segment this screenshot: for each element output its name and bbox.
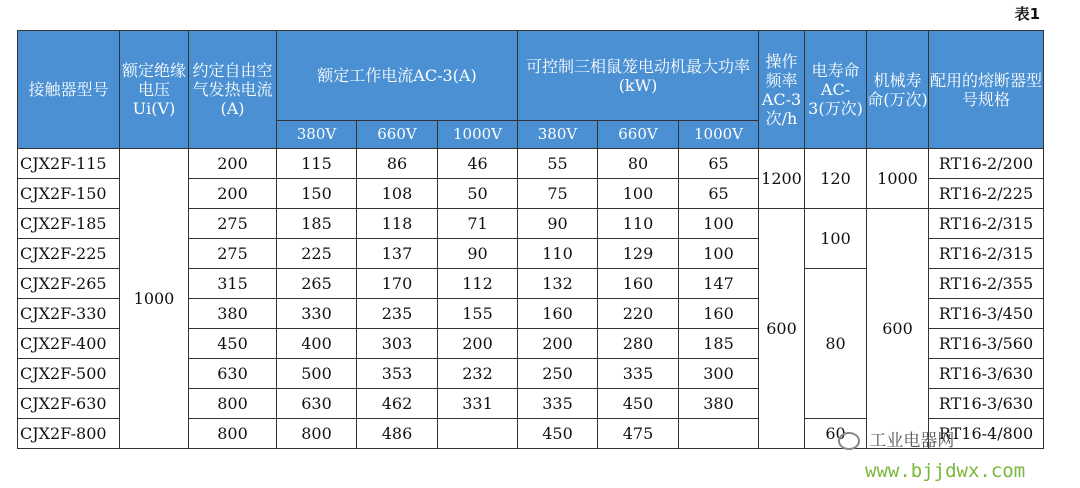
thermal-current-cell: 450: [189, 329, 277, 359]
header-current-1000v: 1000V: [438, 121, 518, 149]
header-max-power: 可控制三相鼠笼电动机最大功率(kW): [518, 31, 759, 121]
fuse-cell: RT16-2/225: [929, 179, 1044, 209]
power-1000v-cell: [679, 419, 759, 449]
contactor-spec-table: [17, 30, 1044, 449]
current-380v-cell: 800: [277, 419, 357, 449]
power-1000v-cell: 300: [679, 359, 759, 389]
current-1000v-cell: [438, 419, 518, 449]
power-660v-cell: 110: [598, 209, 679, 239]
header-power-660v: 660V: [598, 121, 679, 149]
thermal-current-cell: 380: [189, 299, 277, 329]
electrical-life-cell: 100: [805, 209, 867, 269]
power-380v-cell: 160: [518, 299, 598, 329]
power-660v-cell: 100: [598, 179, 679, 209]
power-380v-cell: 200: [518, 329, 598, 359]
power-660v-cell: 450: [598, 389, 679, 419]
table-row: [18, 149, 1044, 179]
fuse-cell: RT16-3/630: [929, 359, 1044, 389]
current-660v-cell: 86: [357, 149, 438, 179]
power-660v-cell: 160: [598, 269, 679, 299]
fuse-cell: RT16-4/800: [929, 419, 1044, 449]
header-insulation-voltage: 额定绝缘电压Ui(V): [120, 31, 189, 149]
header-power-1000v: 1000V: [679, 121, 759, 149]
fuse-cell: RT16-2/315: [929, 239, 1044, 269]
chat-bubble-icon: [838, 432, 860, 450]
current-380v-cell: 500: [277, 359, 357, 389]
thermal-current-cell: 200: [189, 149, 277, 179]
current-1000v-cell: 71: [438, 209, 518, 239]
current-660v-cell: 353: [357, 359, 438, 389]
electrical-life-cell: 80: [805, 269, 867, 419]
model-cell: CJX2F-185: [18, 209, 120, 239]
power-380v-cell: 250: [518, 359, 598, 389]
header-fuse: 配用的熔断器型号规格: [929, 31, 1044, 149]
header-current-660v: 660V: [357, 121, 438, 149]
current-380v-cell: 115: [277, 149, 357, 179]
current-1000v-cell: 200: [438, 329, 518, 359]
current-380v-cell: 265: [277, 269, 357, 299]
power-1000v-cell: 380: [679, 389, 759, 419]
fuse-cell: RT16-2/315: [929, 209, 1044, 239]
power-1000v-cell: 100: [679, 209, 759, 239]
model-cell: CJX2F-265: [18, 269, 120, 299]
header-electrical-life: 电寿命AC-3(万次): [805, 31, 867, 149]
power-380v-cell: 90: [518, 209, 598, 239]
power-1000v-cell: 65: [679, 149, 759, 179]
power-380v-cell: 75: [518, 179, 598, 209]
power-1000v-cell: 160: [679, 299, 759, 329]
current-380v-cell: 400: [277, 329, 357, 359]
power-1000v-cell: 100: [679, 239, 759, 269]
fuse-cell: RT16-2/355: [929, 269, 1044, 299]
header-rated-current: 额定工作电流AC-3(A): [277, 31, 518, 121]
model-cell: CJX2F-500: [18, 359, 120, 389]
model-cell: CJX2F-150: [18, 179, 120, 209]
power-1000v-cell: 147: [679, 269, 759, 299]
current-660v-cell: 235: [357, 299, 438, 329]
current-660v-cell: 118: [357, 209, 438, 239]
model-cell: CJX2F-225: [18, 239, 120, 269]
model-cell: CJX2F-330: [18, 299, 120, 329]
insulation-voltage-cell: 1000: [120, 149, 189, 449]
fuse-cell: RT16-3/560: [929, 329, 1044, 359]
electrical-life-cell: 60: [805, 419, 867, 449]
header-mechanical-life: 机械寿命(万次): [867, 31, 929, 149]
power-1000v-cell: 185: [679, 329, 759, 359]
fuse-cell: RT16-3/630: [929, 389, 1044, 419]
current-660v-cell: 486: [357, 419, 438, 449]
power-660v-cell: 335: [598, 359, 679, 389]
header-current-380v: 380V: [277, 121, 357, 149]
current-1000v-cell: 90: [438, 239, 518, 269]
current-1000v-cell: 50: [438, 179, 518, 209]
watermark: [838, 426, 1058, 451]
thermal-current-cell: 200: [189, 179, 277, 209]
current-1000v-cell: 232: [438, 359, 518, 389]
power-380v-cell: 110: [518, 239, 598, 269]
current-380v-cell: 630: [277, 389, 357, 419]
header-operating-frequency: 操作频率AC-3次/h: [759, 31, 805, 149]
operating-frequency-cell: 1200: [759, 149, 805, 209]
current-660v-cell: 108: [357, 179, 438, 209]
power-380v-cell: 335: [518, 389, 598, 419]
model-cell: CJX2F-630: [18, 389, 120, 419]
current-1000v-cell: 112: [438, 269, 518, 299]
thermal-current-cell: 275: [189, 239, 277, 269]
thermal-current-cell: 800: [189, 389, 277, 419]
model-cell: CJX2F-800: [18, 419, 120, 449]
power-660v-cell: 129: [598, 239, 679, 269]
electrical-life-cell: 120: [805, 149, 867, 209]
power-380v-cell: 55: [518, 149, 598, 179]
fuse-cell: RT16-2/200: [929, 149, 1044, 179]
site-url: www.bjjdwx.com: [865, 460, 1026, 482]
power-380v-cell: 450: [518, 419, 598, 449]
current-660v-cell: 303: [357, 329, 438, 359]
operating-frequency-cell: 600: [759, 209, 805, 449]
current-1000v-cell: 46: [438, 149, 518, 179]
current-380v-cell: 225: [277, 239, 357, 269]
mechanical-life-cell: 1000: [867, 149, 929, 209]
watermark-text: 工业电器网: [869, 431, 955, 451]
current-660v-cell: 462: [357, 389, 438, 419]
current-660v-cell: 170: [357, 269, 438, 299]
current-380v-cell: 150: [277, 179, 357, 209]
current-380v-cell: 185: [277, 209, 357, 239]
current-1000v-cell: 331: [438, 389, 518, 419]
power-660v-cell: 80: [598, 149, 679, 179]
current-1000v-cell: 155: [438, 299, 518, 329]
thermal-current-cell: 275: [189, 209, 277, 239]
thermal-current-cell: 315: [189, 269, 277, 299]
power-660v-cell: 475: [598, 419, 679, 449]
current-380v-cell: 330: [277, 299, 357, 329]
model-cell: CJX2F-115: [18, 149, 120, 179]
header-model: 接触器型号: [18, 31, 120, 149]
thermal-current-cell: 630: [189, 359, 277, 389]
fuse-cell: RT16-3/450: [929, 299, 1044, 329]
thermal-current-cell: 800: [189, 419, 277, 449]
power-380v-cell: 132: [518, 269, 598, 299]
power-1000v-cell: 65: [679, 179, 759, 209]
power-660v-cell: 220: [598, 299, 679, 329]
current-660v-cell: 137: [357, 239, 438, 269]
table-label: 表1: [1014, 5, 1040, 23]
mechanical-life-cell: 600: [867, 209, 929, 449]
header-thermal-current: 约定自由空气发热电流(A): [189, 31, 277, 149]
header-power-380v: 380V: [518, 121, 598, 149]
model-cell: CJX2F-400: [18, 329, 120, 359]
power-660v-cell: 280: [598, 329, 679, 359]
